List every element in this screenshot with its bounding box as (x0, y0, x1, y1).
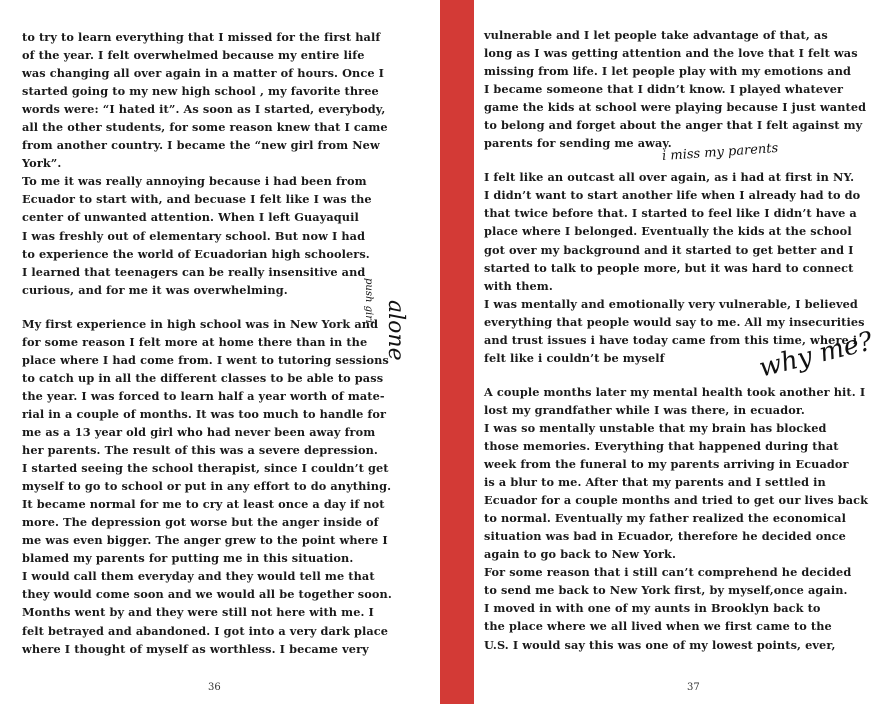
red-gutter-band (440, 0, 474, 704)
text-line: me as a 13 year old girl who had never been away from (22, 424, 376, 439)
page-number-left: 36 (208, 682, 221, 693)
paragraph-gap (22, 299, 382, 315)
text-line: started going to my new high school , my favorite three (22, 84, 379, 99)
text-line: I became someone that I didn’t know. I played whatever (484, 82, 844, 97)
text-line: It became normal for me to cry at least once a day if not (22, 497, 385, 512)
text-line: missing from life. I let people play with my emotions and (484, 64, 852, 79)
text-line: I started seeing the school therapist, since I couldn’t get (22, 461, 389, 476)
text-line: was changing all over again in a matter of hours. Once I (22, 66, 385, 81)
text-line: place where I had come from. I went to tutoring sessions (22, 352, 389, 367)
text-line: the year. I was forced to learn half a year worth of mate- (22, 388, 385, 403)
text-line: blamed my parents for putting me in this situation. (22, 551, 354, 566)
text-line: they would come soon and we would all be together soon. (22, 587, 392, 602)
text-line: center of unwanted attention. When I left Guayaquil (22, 210, 359, 225)
text-line: long as I was getting attention and the love that I felt was (484, 46, 858, 61)
text-line: felt betrayed and abandoned. I got into a very dark place (22, 623, 389, 638)
text-line: to catch up in all the different classes to be able to pass (22, 370, 384, 385)
text-line: with them. (484, 278, 553, 293)
text-line: curious, and for me it was overwhelming. (22, 282, 288, 297)
text-line: myself to go to school or put in any effort to do anything. (22, 479, 392, 494)
text-line: U.S. I would say this was one of my lowest points, ever, (484, 637, 836, 652)
text-line: My first experience in high school was in New York and (22, 316, 379, 331)
text-line: I learned that teenagers can be really insensitive and (22, 264, 366, 279)
text-line: from another country. I became the “new girl from New (22, 138, 380, 153)
text-line: To me it was really annoying because i had been from (22, 174, 367, 189)
text-line: started to talk to people more, but it was hard to connect (484, 260, 854, 275)
text-line: game the kids at school were playing because I just wanted (484, 100, 867, 115)
text-line: Ecuador to start with, and becuase I felt like I was the (22, 192, 372, 207)
text-line: For some reason that i still can’t comprehend he decided (484, 565, 852, 580)
text-line: rial in a couple of months. It was too much to handle for (22, 406, 387, 421)
text-line: A couple months later my mental health took another hit. I (484, 384, 866, 399)
handwritten-note-push-girl: push girl (363, 278, 374, 324)
page-number-right: 37 (687, 682, 700, 693)
text-line: Months went by and they were still not here with me. I (22, 605, 374, 620)
text-line: those memories. Everything that happened during that (484, 438, 839, 453)
text-line: I would call them everyday and they would tell me that (22, 569, 375, 584)
text-line: more. The depression got worse but the anger inside of (22, 515, 379, 530)
text-line: to experience the world of Ecuadorian high schoolers. (22, 246, 370, 261)
text-line: all the other students, for some reason knew that I came (22, 120, 388, 135)
text-line: words were: “I hated it”. As soon as I started, everybody, (22, 102, 386, 117)
text-line: place where I belonged. Eventually the kids at the school (484, 224, 852, 239)
text-line: and trust issues i have today came from this time, where i (484, 332, 858, 347)
text-line: the place where we all lived when we first came to the (484, 619, 832, 634)
text-line: me was even bigger. The anger grew to the point where I (22, 533, 388, 548)
text-line: where I thought of myself as worthless. I became very (22, 641, 369, 656)
text-line: Ecuador for a couple months and tried to get our lives back (484, 493, 869, 508)
right-page (474, 0, 880, 704)
text-line: I was freshly out of elementary school. But now I had (22, 228, 366, 243)
text-line: vulnerable and I let people take advantage of that, as (484, 28, 828, 42)
text-line: is a blur to me. After that my parents and I settled in (484, 475, 826, 490)
text-line: I was so mentally unstable that my brain has blocked (484, 420, 827, 435)
text-line: I moved in with one of my aunts in Brooklyn back to (484, 601, 821, 616)
text-line: her parents. The result of this was a severe depression. (22, 443, 378, 458)
text-line: to belong and forget about the anger that I felt against my (484, 118, 863, 133)
text-line: of the year. I felt overwhelmed because my entire life (22, 48, 365, 63)
handwritten-note-alone: alone (383, 300, 408, 361)
text-line: to send me back to New York first, by myself,once again. (484, 583, 848, 598)
text-line: everything that people would say to me. All my insecurities (484, 314, 865, 329)
right-page-text (484, 26, 869, 654)
text-line: I was mentally and emotionally very vulnerable, I believed (484, 296, 858, 311)
text-line: for some reason I felt more at home there than in the (22, 334, 368, 349)
text-line: felt like i couldn’t be myself (484, 350, 665, 365)
text-line: parents for sending me away. (484, 136, 672, 151)
left-page-text (22, 28, 392, 658)
handwritten-note-i-miss-my-parents: i miss my parents (661, 140, 779, 165)
text-line: I didn’t want to start another life when I already had to do (484, 188, 861, 203)
text-line: got over my background and it started to get better and I (484, 242, 854, 257)
text-line: to normal. Eventually my father realized the economical (484, 511, 846, 526)
handwritten-note-why-me: why me? (756, 326, 876, 384)
text-line: to try to learn everything that I missed for the first half (22, 30, 381, 44)
text-line: lost my grandfather while I was there, in ecuador. (484, 402, 805, 417)
text-line: I felt like an outcast all over again, as i had at first in NY. (484, 170, 855, 185)
text-line: again to go back to New York. (484, 547, 676, 562)
text-line: situation was bad in Ecuador, therefore he decided once (484, 529, 846, 544)
text-line: week from the funeral to my parents arriving in Ecuador (484, 457, 849, 472)
text-line: that twice before that. I started to feel like I didn’t have a (484, 206, 857, 221)
text-line: York”. (22, 156, 62, 171)
